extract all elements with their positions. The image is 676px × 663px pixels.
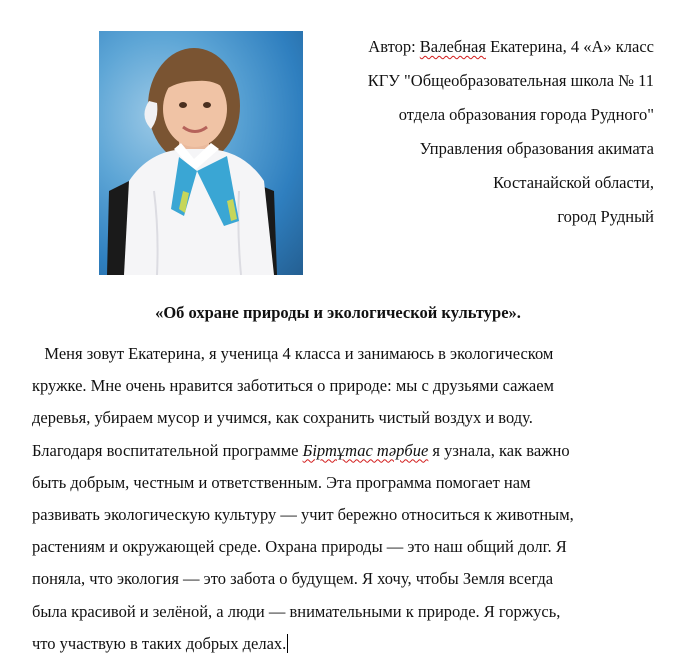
- paragraph-line: быть добрым, честным и ответственным. Эта программа помогает нам: [32, 472, 531, 492]
- portrait-image: [99, 31, 303, 275]
- city-line: город Рудный: [557, 207, 654, 226]
- author-block: [368, 30, 654, 234]
- paragraph-line: деревья, убираем мусор и учимся, как сохранить чистый воздух и воду.: [32, 408, 533, 428]
- text-cursor: [287, 634, 288, 653]
- administration-line: Управления образования акимата: [419, 139, 654, 158]
- author-line: Автор: Валебная Екатерина, 4 «А» класс: [368, 37, 654, 56]
- region-line: Костанайской области,: [493, 173, 654, 192]
- paragraph-line: была красивой и зелёной, а люди — внимательными к природе. Я горжусь,: [32, 601, 561, 621]
- author-photo: [99, 31, 303, 275]
- essay-title: «Об охране природы и экологической культуре».: [155, 303, 521, 322]
- paragraph-line: Меня зовут Екатерина, я ученица 4 класса и занимаюсь в экологическом: [44, 344, 554, 363]
- program-name: Біртұтас тәрбие: [302, 440, 429, 460]
- essay-body[interactable]: [32, 338, 652, 660]
- paragraph-line: поняла, что экология — это забота о будущем. Я хочу, чтобы Земля всегда: [32, 569, 554, 589]
- paragraph-line: что участвую в таких добрых делах.: [32, 633, 287, 653]
- paragraph-line: развивать экологическую культуру — учит бережно относиться к животным,: [32, 505, 574, 525]
- author-surname: Валебная: [419, 37, 486, 56]
- paragraph-line: растениям и окружающей среде. Охрана природы — это наш общий долг. Я: [32, 537, 567, 557]
- paragraph-line: Благодаря воспитательной программе Біртұтас тәрбие я узнала, как важно: [32, 440, 570, 460]
- department-line: отдела образования города Рудного": [398, 105, 654, 124]
- paragraph-line: кружке. Мне очень нравится заботиться о природе: мы с друзьями сажаем: [32, 376, 554, 396]
- school-line: КГУ "Общеобразовательная школа № 11: [367, 71, 654, 90]
